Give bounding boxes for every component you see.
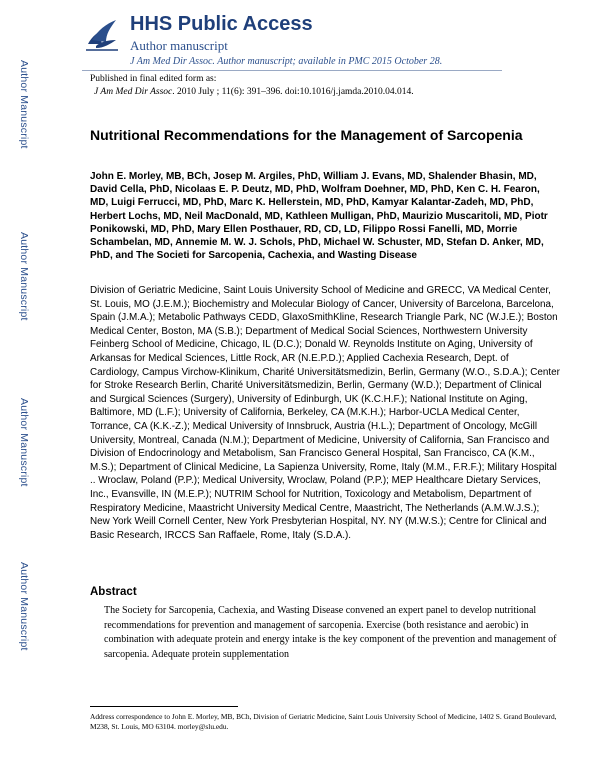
published-line: Published in final edited form as:: [90, 74, 217, 84]
citation-details: . 2010 July ; 11(6): 391–396. doi:10.1016/j.jamda.2010.04.014.: [172, 87, 414, 97]
citation-line: [90, 86, 560, 99]
sidebar-label: Author Manuscript: [18, 60, 30, 149]
sidebar-label: Author Manuscript: [18, 398, 30, 487]
journal-name: J Am Med Dir Assoc: [94, 87, 173, 97]
sidebar-label: Author Manuscript: [18, 562, 30, 651]
hhs-header: [82, 6, 572, 70]
author-manuscript-label: Author manuscript: [130, 38, 228, 53]
abstract-heading: Abstract: [90, 586, 137, 598]
article-title: Nutritional Recommendations for the Management of Sarcopenia: [90, 127, 523, 143]
sidebar-label: Author Manuscript: [18, 232, 30, 321]
header-divider: [82, 70, 502, 71]
affiliations: Division of Geriatric Medicine, Saint Louis University School of Medicine and GRECC, VA Medical Center, St. Louis, MO (J.E.M.); Biochemistry and Molecular Biology of Cancer, University of Barcelona, Barcelona, Spain (J.M.A.); Metabolic Pathways CEDD, GlaxoSmithKline, Research Triangle Park, NC (W.J.E.); Boston Medical Center, Boston, MA (S.B.); Department of Medical Social Sciences, Northwestern University Feinberg School of Medicine, Chicago, IL (D.C.); Donald W. Reynolds Institute on Aging, University of Arkansas for Medical Sciences, Little Rock, AR (N.E.P.D.); Applied Cachexia Research, Dept. of Cardiology, Campus Virchow-Klinikum, Charité Universitätsmedizin, Berlin, Germany (W.O., S.D.A.); Center for Stroke Research Berlin, Charité Universitätsmedizin, Berlin, Germany (W.D.); Department of Clinical and Surgical Sciences (Surgery), University of Edinburgh, UK (K.C.H.F.); National Institute on Aging, Baltimore, MD (L.F.); University of California, Berkeley, CA (M.K.H.); Harbor-UCLA Medical Center, Torrance, CA (K.K.-Z.); Medical University of Innsbruck, Austria (H.L.); Department of Oncology, McGill University, Montreal, Canada (N.M.); Department of Medicine, University of California, San Francisco and Division of Endocrinology and Metabolism, San Francisco General Hospital, San Francisco, CA (K.M., M.S.); Department of Clinical Medicine, La Sapienza University, Rome, Italy (M.M., F.R.F.); Military Hospital .. Wroclaw, Poland (P.P.); Medical University, Wroclaw, Poland (P.P.); MEP Healthcare Dietary Services, Inc., Evansville, IN (M.E.P.); NUTRIM School for Nutrition, Toxicology and Metabolism, Department of Respiratory Medicine, Maastricht University Medical Centre, Maastricht, The Netherlands (A.M.W.J.S.); New York Weill Cornell Center, New York Presbyterian Hospital, NY. NY (M.W.S.); Centre for Clinical and Basic Research, IRCCS San Raffaele, Rome, Italy (S.D.A.).: [90, 285, 560, 541]
footnote-divider: [90, 706, 238, 707]
hhs-eagle-logo-icon: [82, 14, 122, 54]
availability-line: J Am Med Dir Assoc. Author manuscript; available in PMC 2015 October 28.: [130, 56, 443, 67]
published-info: [90, 73, 560, 99]
author-manuscript-sidebar: [0, 0, 38, 776]
correspondence-footnote: Address correspondence to John E. Morley, MB, BCh, Division of Geriatric Medicine, Saint Louis University School of Medicine, 1402 S. Grand Boulevard, M238, St. Louis, MO 63104. morley@slu.edu.: [90, 712, 557, 732]
abstract-text: The Society for Sarcopenia, Cachexia, and Wasting Disease convened an expert panel to develop nutritional recommendations for prevention and management of sarcopenia. Exercise (both resistance and aerobic) in combination with adequate protein and energy intake is the key component of the prevention and management of sarcopenia. Adequate protein supplementation: [104, 605, 557, 660]
author-list: John E. Morley, MB, BCh, Josep M. Argiles, PhD, William J. Evans, MD, Shalender Bhasin, MD, David Cella, PhD, Nicolaas E. P. Deutz, MD, PhD, Wolfram Doehner, MD, PhD, Ken C. H. Fearon, MD, Luigi Ferrucci, MD, PhD, Marc K. Hellerstein, MD, PhD, Kamyar Kalantar-Zadeh, MD, PhD, Herbert Lochs, MD, Neil MacDonald, MD, Kathleen Mulligan, PhD, Maurizio Muscaritoli, MD, Piotr Ponikowski, MD, PhD, Mary Ellen Posthauer, RD, CD, LD, Filippo Rossi Fanelli, MD, Morrie Schambelan, MD, Annemie M. W. J. Schols, PhD, Michael W. Schuster, MD, Stefan D. Anker, MD, PhD, and The Societi for Sarcopenia, Cachexia, and Wasting Disease: [90, 171, 548, 262]
hhs-title: HHS Public Access: [130, 13, 313, 35]
